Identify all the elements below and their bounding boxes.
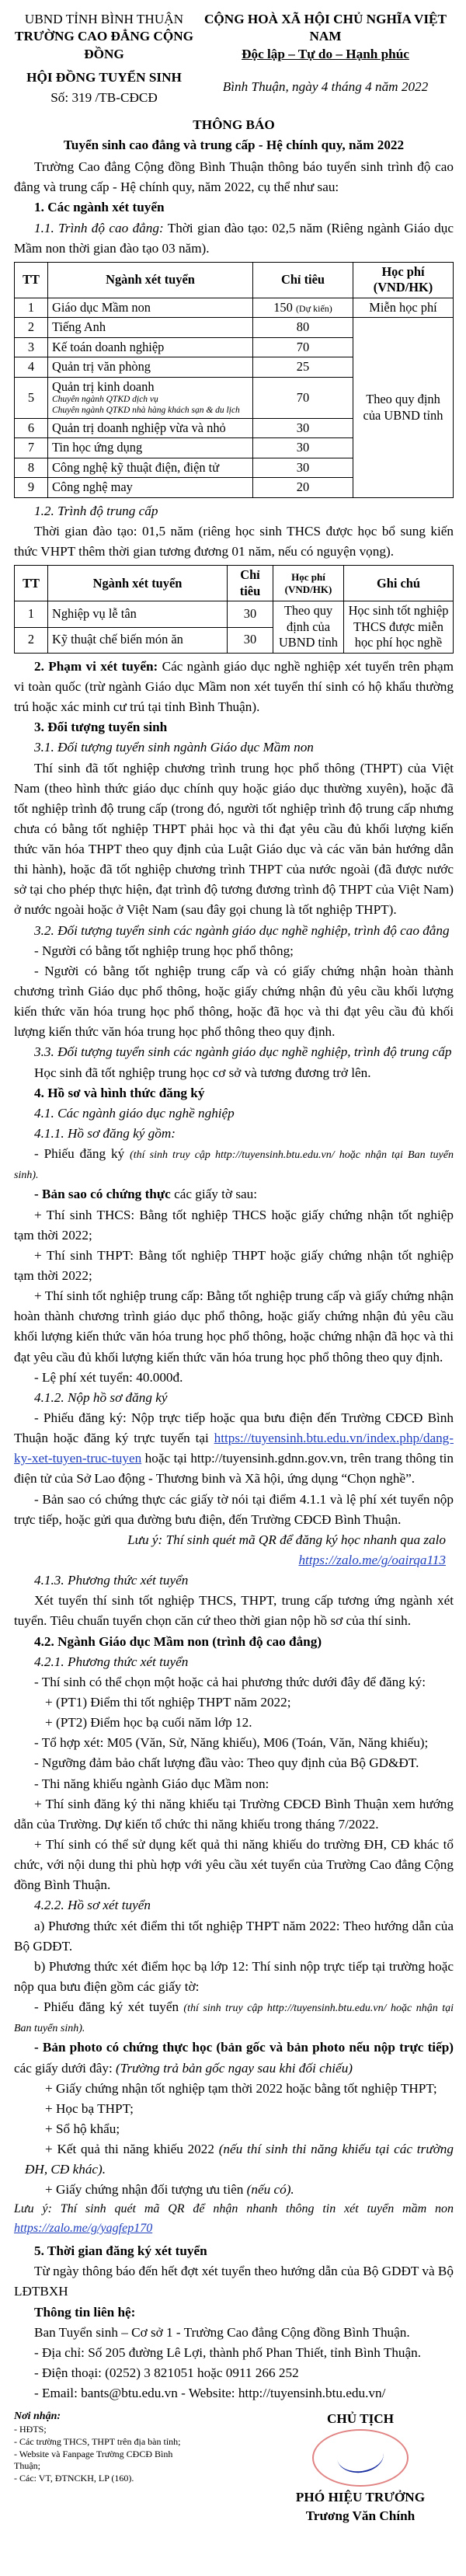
item-text: - Phiếu đăng ký xét tuyển bbox=[34, 1999, 184, 2015]
section-3-1-heading: 3.1. Đối tượng tuyển sinh ngành Giáo dục Mầm non bbox=[34, 740, 314, 755]
doc-number: Số: 319 /TB-CĐCĐ bbox=[50, 90, 158, 106]
item-text: các giấy dưới đây: bbox=[14, 2060, 116, 2076]
nation-title: CỘNG HOÀ XÃ HỘI CHỦ NGHĨA VIỆT NAM bbox=[204, 12, 447, 44]
cell-quota: 80 bbox=[253, 318, 353, 338]
cell-tt: 4 bbox=[15, 357, 48, 378]
section-5-text: Từ ngày thông báo đến hết đợt xét tuyển theo hướng dẫn của Bộ GDĐT và Bộ LĐTBXH bbox=[14, 2264, 454, 2299]
cell-quota: 30 bbox=[253, 418, 353, 438]
intro-paragraph: Trường Cao đẳng Cộng đồng Bình Thuận thông báo tuyển sinh trình độ cao đẳng và trung cấp - Hệ chính quy, năm 2022, cụ thể như sau: bbox=[14, 159, 454, 195]
doc-item: + Giấy chứng nhận tốt nghiệp tạm thời 2022 hoặc bằng tốt nghiệp THPT; bbox=[45, 2080, 437, 2096]
nation-block bbox=[197, 11, 454, 107]
th-fee-label: Học phí bbox=[381, 263, 425, 279]
section-4-2-1-heading: 4.2.1. Phương thức xét tuyển bbox=[34, 1654, 189, 1669]
zalo-note-2 bbox=[14, 2200, 454, 2238]
contact-email: - Email: bants@btu.edu.vn - Website: http://tuyensinh.btu.edu.vn/ bbox=[34, 2386, 386, 2401]
recipient-item: - Các: VT, ĐTNCKH, LP (160). bbox=[14, 2472, 134, 2484]
section-4-1-3-text: Xét tuyển thí sinh tốt nghiệp THCS, THPT, trung cấp tương ứng ngành xét tuyển. Tiêu chuẩn tuyển chọn căn cứ theo thời gian nộp hồ sơ của thí sinh. bbox=[14, 1593, 454, 1629]
recipient-item: - Website và Fanpage Trường CĐCĐ Bình Thuận; bbox=[14, 2448, 173, 2472]
item-text: + Giấy chứng nhận đối tượng ưu tiên bbox=[45, 2182, 247, 2198]
signature-area bbox=[14, 2410, 454, 2525]
section-1-2-text: Thời gian đào tạo: 01,5 năm (riêng học sinh THCS được học bổ sung kiến thức VHPT thêm thời gian tương đương 01 năm, nếu có nguyện vọng). bbox=[14, 524, 454, 559]
item-text: các giấy tờ sau: bbox=[170, 1187, 258, 1202]
dossier-a: a) Phương thức xét điểm thi tốt nghiệp THPT năm 2022: Theo hướng dẫn của Bộ GDĐT. bbox=[14, 1918, 454, 1954]
cell-program: Giáo dục Mầm non bbox=[48, 298, 253, 318]
online-registration-link[interactable]: https://tuyensinh.btu.edu.vn/index.php/dang-ky-xet-tuyen-truc-tuyen bbox=[14, 1431, 454, 1466]
cell-program: Quản trị văn phòng bbox=[48, 357, 253, 378]
item-bold: - Bản sao có chứng thực bbox=[34, 1187, 171, 1202]
cell-program: Tin học ứng dụng bbox=[48, 438, 253, 458]
section-3-2-heading: 3.2. Đối tượng tuyển sinh các ngành giáo dục nghề nghiệp, trình độ cao đẳng bbox=[34, 922, 450, 938]
cell-tt: 6 bbox=[15, 418, 48, 438]
org-name: TRƯỜNG CAO ĐẲNG CỘNG ĐỒNG bbox=[15, 29, 193, 61]
section-1-2-heading: 1.2. Trình độ trung cấp bbox=[34, 503, 158, 518]
fee-item: - Lệ phí xét tuyển: 40.000đ. bbox=[34, 1369, 183, 1385]
item-text: hoặc tại http://tuyensinh.gdnn.gov.vn, trên trang thông tin điện tử của Sở Lao động - Thương binh và Xã hội, ứng dụng “Chọn nghề”. bbox=[14, 1451, 454, 1487]
note-text: Lưu ý: Thí sinh quét mã QR để đăng ký học nhanh qua zalo bbox=[127, 1532, 446, 1547]
table-row bbox=[15, 601, 454, 627]
quota-value: 150 bbox=[273, 299, 293, 315]
doc-item: + Thí sinh THPT: Bằng tốt nghiệp THPT hoặc giấy chứng nhận tốt nghiệp tạm thời 2022; bbox=[14, 1247, 454, 1284]
item-text: - Phiếu đăng ký: Nộp trực tiếp hoặc qua bưu điện đến Trường CĐCĐ Bình Thuận hoặc đăng ký trực tuyến tại bbox=[14, 1410, 454, 1446]
th-program: Ngành xét tuyển bbox=[48, 262, 253, 298]
table-row bbox=[15, 318, 454, 338]
cell-program: Công nghệ may bbox=[48, 478, 253, 498]
cell-quota: 30 bbox=[253, 458, 353, 478]
section-3-1-text: Thí sinh đã tốt nghiệp chương trình trung học phổ thông (THPT) của Việt Nam (theo hình thức giáo dục chính quy hoặc giáo dục thường xuyên), hoặc đã tốt nghiệp trình độ trung cấp (trong đó, người tốt nghiệp trình độ trung cấp nhưng chưa có bằng tốt nghiệp THPT phải học và thi đạt yêu cầu đủ khối lượng kiến thức văn hóa THPT theo quy định của Luật Giáo dục và các văn bản hướng dẫn thi hành), hoặc đã tốt nghiệp chương trình THPT của nước ngoài (đã được nước sở tại cho phép thực hiện, đạt trình độ tương đương trình độ THPT của Việt Nam) ở nước ngoài hoặc ở Việt Nam (sau đây gọi chung là tốt nghiệp THPT). bbox=[14, 760, 454, 918]
doc-item bbox=[14, 2180, 454, 2200]
dossier-item bbox=[14, 2037, 454, 2078]
zalo-note bbox=[14, 1530, 454, 1570]
cell-quota: 20 bbox=[253, 478, 353, 498]
application-form-item bbox=[14, 1144, 454, 1184]
cell-tt: 3 bbox=[15, 337, 48, 357]
cell-tt: 2 bbox=[15, 318, 48, 338]
section-4-1-heading: 4.1. Các ngành giáo dục nghề nghiệp bbox=[34, 1105, 235, 1121]
document-header bbox=[14, 11, 454, 107]
cell-quota: 30 bbox=[228, 627, 273, 653]
subject-combo: - Tổ hợp xét: M05 (Văn, Sử, Năng khiếu), M06 (Toán, Văn, Năng khiếu); bbox=[34, 1735, 429, 1751]
issuer-block bbox=[14, 11, 194, 107]
doc-item bbox=[14, 2139, 454, 2180]
cell-program: Tiếng Anh bbox=[48, 318, 253, 338]
item-text: - Phiếu đăng ký bbox=[34, 1146, 130, 1162]
section-1-1 bbox=[14, 218, 454, 259]
signer-role: CHỦ TỊCH bbox=[326, 2411, 395, 2427]
section-2 bbox=[14, 657, 454, 717]
aptitude-test-item: + Thí sinh đăng ký thi năng khiếu tại Trường CĐCĐ Bình Thuận xem hướng dẫn của Trường. Dự kiến tổ chức thi năng khiếu trong tháng 7/2022. bbox=[14, 1796, 454, 1832]
doc-date: Bình Thuận, ngày 4 tháng 4 năm 2022 bbox=[222, 79, 429, 95]
college-programs-table bbox=[14, 262, 454, 498]
section-3-2-item: - Người có bằng tốt nghiệp trung học phổ thông; bbox=[34, 943, 294, 958]
cell-tt: 1 bbox=[15, 601, 48, 627]
section-1-heading: 1. Các ngành xét tuyển bbox=[34, 200, 165, 215]
item-note: (thí sinh truy cập http://tuyensinh.btu.edu.vn/ hoặc nhận tại Ban tuyển sinh). bbox=[14, 1149, 454, 1182]
cell-program: Nghiệp vụ lễ tân bbox=[48, 601, 228, 627]
cell-tt: 2 bbox=[15, 627, 48, 653]
cell-quota: 70 bbox=[253, 377, 353, 418]
th-program: Ngành xét tuyển bbox=[48, 566, 228, 601]
section-4-1-2-heading: 4.1.2. Nộp hồ sơ đăng ký bbox=[34, 1389, 168, 1405]
contact-heading: Thông tin liên hệ: bbox=[34, 2304, 136, 2320]
cell-tt: 1 bbox=[15, 298, 48, 318]
submission-paragraph: - Bản sao có chứng thực các giấy tờ nói tại điểm 4.1.1 và lệ phí xét tuyển nộp trực tiếp, hoặc gửi qua đường bưu điện, đến Trường CĐCĐ Bình Thuận. bbox=[14, 1491, 454, 1527]
method-intro: - Thí sinh có thể chọn một hoặc cả hai phương thức dưới đây để đăng ký: bbox=[34, 1674, 426, 1689]
zalo-link-2[interactable]: https://zalo.me/g/yagfep170 bbox=[14, 2221, 153, 2235]
section-3-3-heading: 3.3. Đối tượng tuyển sinh các ngành giáo dục nghề nghiệp, trình độ trung cấp bbox=[34, 1044, 452, 1060]
th-tt: TT bbox=[15, 262, 48, 298]
section-3-3-text: Học sinh đã tốt nghiệp trung học cơ sở và tương đương trở lên. bbox=[34, 1065, 371, 1080]
doc-item: + Thí sinh tốt nghiệp trung cấp: Bằng tốt nghiệp trung cấp và giấy chứng nhận hoàn thành chương trình giáo dục phổ thông, hoặc giấy chứng nhận đủ yêu cầu khối lượng kiến thức văn hóa trung học phổ thông, hoặc chứng nhận đã học và thi đạt yêu cầu đủ khối lượng kiến thức văn hóa trung học phổ thông theo quy định. bbox=[14, 1288, 454, 1365]
cell-quota: 25 bbox=[253, 357, 353, 378]
cell-program: Kế toán doanh nghiệp bbox=[48, 337, 253, 357]
doc-subtitle: Tuyển sinh cao đẳng và trung cấp - Hệ chính quy, năm 2022 bbox=[63, 137, 405, 152]
recipients bbox=[14, 2410, 193, 2525]
cell-program: Công nghệ kỹ thuật điện, điện tử bbox=[48, 458, 253, 478]
th-fee-unit: (VND/HK) bbox=[373, 280, 433, 295]
cell-quota: 70 bbox=[253, 337, 353, 357]
program-name: Quản trị kinh doanh bbox=[52, 378, 155, 394]
section-4-2-heading: 4.2. Ngành Giáo dục Mầm non (trình độ cao đẳng) bbox=[34, 1633, 322, 1649]
cell-quota bbox=[253, 298, 353, 318]
signer-block bbox=[267, 2410, 454, 2525]
submission-paragraph bbox=[14, 1408, 454, 1490]
dossier-item bbox=[14, 1997, 454, 2037]
certified-copies-item bbox=[14, 1184, 454, 1204]
quality-threshold: - Ngưỡng đảm bảo chất lượng đầu vào: Theo quy định của Bộ GD&ĐT. bbox=[34, 1755, 419, 1771]
th-quota: Chỉ tiêu bbox=[228, 566, 273, 601]
cell-fee-merged: Theo quy định của UBND tỉnh bbox=[353, 318, 454, 498]
nation-motto: Độc lập – Tự do – Hạnh phúc bbox=[242, 46, 409, 61]
aptitude-test-heading: - Thi năng khiếu ngành Giáo dục Mầm non: bbox=[34, 1776, 270, 1791]
section-3-2-item: - Người có bằng tốt nghiệp trung cấp và có giấy chứng nhận hoàn thành chương trình Giáo dục phổ thông, hoặc giấy chứng nhận đủ yêu cầu khối lượng kiến thức văn hóa trung học phổ thông, hoặc đã học và thi đạt yêu cầu đủ khối lượng kiến thức văn hóa trung học phổ thông theo quy định. bbox=[14, 963, 454, 1040]
program-specialization: Chuyên ngành QTKD dịch vụ bbox=[52, 395, 158, 405]
vocational-programs-table bbox=[14, 565, 454, 654]
cell-tt: 5 bbox=[15, 377, 48, 418]
cell-quota: 30 bbox=[253, 438, 353, 458]
cell-program: Quản trị doanh nghiệp vừa và nhỏ bbox=[48, 418, 253, 438]
council-name: HỘI ĐỒNG TUYỂN SINH bbox=[26, 70, 182, 85]
recipients-heading: Nơi nhận: bbox=[14, 2410, 61, 2423]
section-4-heading: 4. Hồ sơ và hình thức đăng ký bbox=[34, 1085, 205, 1100]
doc-item: + Thí sinh THCS: Bằng tốt nghiệp THCS hoặc giấy chứng nhận tốt nghiệp tạm thời 2022; bbox=[14, 1207, 454, 1243]
item-note: (nếu có). bbox=[246, 2182, 294, 2198]
section-2-heading: 2. Phạm vi xét tuyển: bbox=[34, 658, 158, 674]
cell-program: Kỹ thuật chế biến món ăn bbox=[48, 627, 228, 653]
item-note: (nếu thí sinh thi năng khiếu tại các trường ĐH, CĐ khác). bbox=[25, 2142, 454, 2177]
section-2-text: Các ngành giáo dục nghề nghiệp xét tuyển trên phạm vi toàn quốc (trừ ngành Giáo dục Mầm non xét tuyển thí sinh có hộ khẩu thường trú hoặc xác minh cư trú tại tỉnh Bình Thuận). bbox=[14, 658, 454, 715]
section-4-1-1-heading: 4.1.1. Hồ sơ đăng ký gồm: bbox=[34, 1126, 176, 1142]
th-note: Ghi chú bbox=[344, 566, 454, 601]
cell-tt: 7 bbox=[15, 438, 48, 458]
cell-note-merged: Học sinh tốt nghiệp THCS được miễn học phí học nghề bbox=[344, 601, 454, 654]
th-fee: Học phí (VND/HK) bbox=[273, 566, 344, 601]
program-specialization: Chuyên ngành QTKD nhà hàng khách sạn & du lịch bbox=[52, 406, 240, 416]
contact-phone: - Điện thoại: (0252) 3 821051 hoặc 0911 266 252 bbox=[34, 2365, 299, 2380]
table-row bbox=[15, 298, 454, 318]
cell-tt: 8 bbox=[15, 458, 48, 478]
th-fee bbox=[353, 262, 454, 298]
note-text: Lưu ý: Thí sinh quét mã QR để nhận nhanh thông tin xét tuyển mầm non bbox=[14, 2202, 454, 2216]
official-stamp-signature bbox=[312, 2429, 409, 2487]
cell-program bbox=[48, 377, 253, 418]
cell-fee-merged: Theo quy định của UBND tỉnh bbox=[273, 601, 344, 654]
recipient-item: - Các trường THCS, THPT trên địa bàn tỉnh; bbox=[14, 2436, 181, 2448]
th-tt: TT bbox=[15, 566, 48, 601]
doc-item: + Học bạ THPT; bbox=[45, 2100, 134, 2116]
section-4-1-3-heading: 4.1.3. Phương thức xét tuyển bbox=[34, 1573, 189, 1588]
dossier-b: b) Phương thức xét điểm học bạ lớp 12: Thí sinh nộp trực tiếp tại trường hoặc nộp qua bưu điện gồm các giấy tờ: bbox=[14, 1958, 454, 1994]
cell-quota: 30 bbox=[228, 601, 273, 627]
section-4-2-2-heading: 4.2.2. Hồ sơ xét tuyển bbox=[34, 1898, 151, 1913]
section-1-1-text: Thời gian đào tạo: 02,5 năm (Riêng ngành Giáo dục Mầm non thời gian đào tạo 03 năm). bbox=[14, 220, 454, 256]
th-quota: Chỉ tiêu bbox=[253, 262, 353, 298]
quota-note: (Dự kiến) bbox=[295, 302, 332, 314]
zalo-link[interactable]: https://zalo.me/g/oairqa113 bbox=[298, 1552, 446, 1567]
section-3-heading: 3. Đối tượng tuyển sinh bbox=[34, 720, 168, 735]
item-note: (Trường trả bản gốc ngay sau khi đối chiếu) bbox=[116, 2060, 353, 2076]
item-text: + Kết quả thi năng khiếu 2022 bbox=[45, 2142, 219, 2157]
contact-line: Ban Tuyển sinh – Cơ sở 1 - Trường Cao đẳng Cộng đồng Bình Thuận. bbox=[34, 2324, 410, 2340]
recipient-item: - HĐTS; bbox=[14, 2424, 47, 2435]
doc-title: THÔNG BÁO bbox=[193, 117, 275, 132]
org-parent: UBND TỈNH BÌNH THUẬN bbox=[24, 12, 184, 26]
doc-item: + Sổ hộ khẩu; bbox=[45, 2121, 120, 2136]
cell-fee: Miễn học phí bbox=[353, 298, 454, 318]
method-item: + (PT1) Điểm thi tốt nghiệp THPT năm 2022; bbox=[45, 1694, 291, 1710]
cell-tt: 9 bbox=[15, 478, 48, 498]
section-1-1-label: 1.1. Trình độ cao đẳng: bbox=[34, 220, 164, 235]
item-note: (thí sinh truy cập http://tuyensinh.btu.edu.vn/ hoặc nhận tại Ban tuyển sinh). bbox=[14, 2003, 454, 2035]
signer-name: Trương Văn Chính bbox=[305, 2508, 416, 2523]
contact-address: - Địa chỉ: Số 205 đường Lê Lợi, thành phố Phan Thiết, tỉnh Bình Thuận. bbox=[34, 2344, 422, 2360]
signer-title: PHÓ HIỆU TRƯỞNG bbox=[295, 2490, 426, 2505]
item-bold: - Bản photo có chứng thực học (bản gốc và bản photo nếu nộp trực tiếp) bbox=[34, 2040, 454, 2055]
aptitude-test-item: + Thí sinh có thể sử dụng kết quả thi năng khiếu do trường ĐH, CĐ khác tổ chức, với nội dung thi phù hợp với yêu cầu xét tuyển của Trường Cao đẳng Cộng đồng Bình Thuận. bbox=[14, 1836, 454, 1893]
section-5-heading: 5. Thời gian đăng ký xét tuyển bbox=[34, 2243, 207, 2259]
method-item: + (PT2) Điểm học bạ cuối năm lớp 12. bbox=[45, 1715, 252, 1731]
